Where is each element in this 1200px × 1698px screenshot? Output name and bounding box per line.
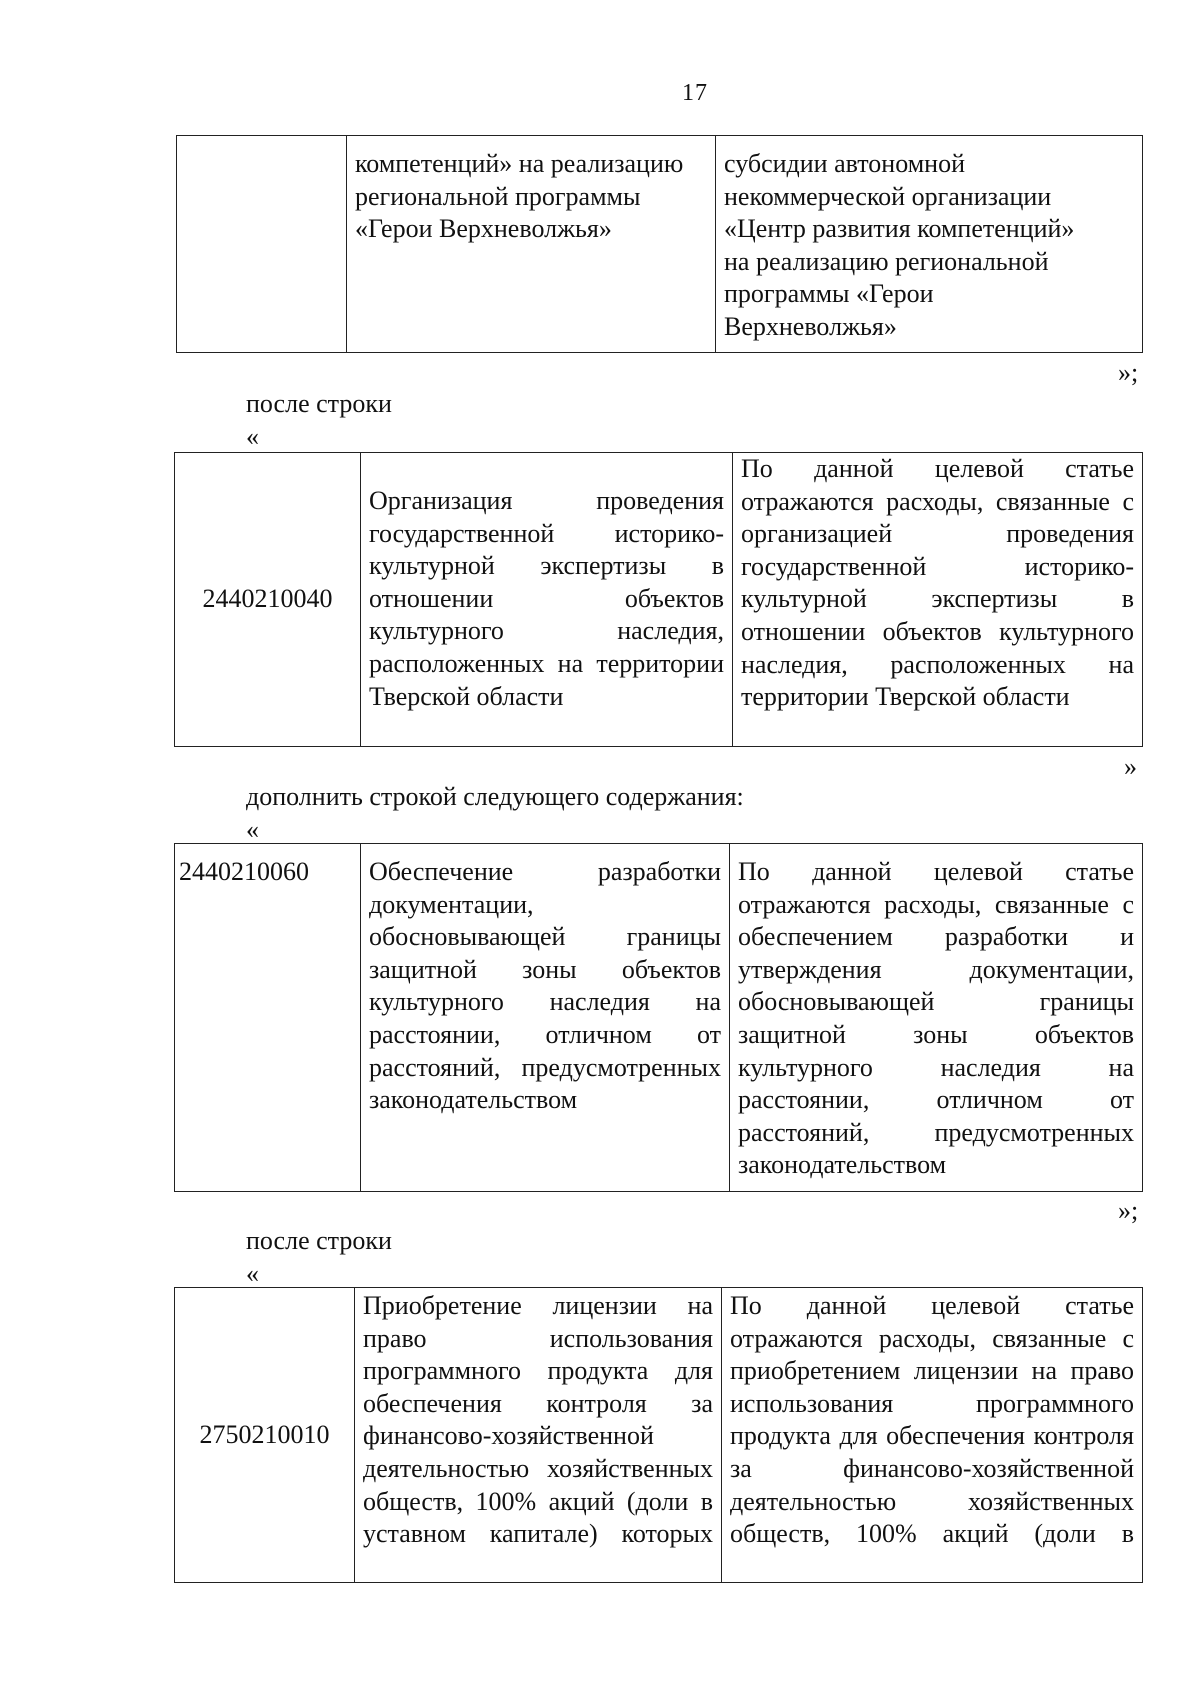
table-continuation bbox=[176, 135, 1143, 353]
table-row bbox=[175, 453, 1143, 747]
name-cell: Организация проведения государственной историко-культурной экспертизы в отношении объектов культурного наследия, расположенных на территории Тверской области bbox=[361, 453, 733, 747]
description-cell: По данной целевой статье отражаются расходы, связанные с приобретением лицензии на право использования программного продукта для обеспечения контроля за финансово-хозяйственной деятельностью хозяйственных обществ, 100% акций (доли в bbox=[722, 1288, 1143, 1583]
description-cell: По данной целевой статье отражаются расходы, связанные с обеспечением разработки и утверждения документации, обосновывающей границы защитной зоны объектов культурного наследия на расстоянии, отличном от расстояний, предусмотренных законодательством bbox=[730, 844, 1143, 1192]
page-number: 17 bbox=[682, 80, 708, 106]
code-cell: 2750210010 bbox=[175, 1288, 355, 1583]
closing-quote-1: »; bbox=[1118, 358, 1139, 387]
code-cell: 2440210060 bbox=[175, 844, 361, 1192]
opening-quote-1: « bbox=[246, 422, 259, 451]
code-cell: 2440210040 bbox=[175, 453, 361, 747]
code-cell bbox=[177, 136, 347, 353]
description-cell: субсидии автономной некоммерческой организации «Центр развития компетенций» на реализацию региональной программы «Герои Верхневолжья» bbox=[716, 136, 1143, 353]
description-cell: По данной целевой статье отражаются расходы, связанные с организацией проведения государственной историко-культурной экспертизы в отношении объектов культурного наследия, расположенных на территории Тверской области bbox=[733, 453, 1143, 747]
table-row-2750210010 bbox=[174, 1287, 1143, 1583]
table-row-2440210060 bbox=[174, 843, 1143, 1192]
table-row bbox=[175, 1288, 1143, 1583]
table-row bbox=[177, 136, 1143, 353]
opening-quote-2: « bbox=[246, 815, 259, 844]
paragraph-after-row-1: после строки bbox=[246, 389, 392, 418]
table-row bbox=[175, 844, 1143, 1192]
name-cell: Обеспечение разработки документации, обосновывающей границы защитной зоны объектов культурного наследия на расстоянии, отличном от расстояний, предусмотренных законодательством bbox=[361, 844, 730, 1192]
name-cell: компетенций» на реализацию региональной программы «Герои Верхневолжья» bbox=[347, 136, 716, 353]
paragraph-add-row: дополнить строкой следующего содержания: bbox=[246, 782, 744, 811]
closing-quote-3: »; bbox=[1118, 1196, 1139, 1225]
table-row-2440210040 bbox=[174, 452, 1143, 747]
paragraph-after-row-2: после строки bbox=[246, 1226, 392, 1255]
closing-quote-2: » bbox=[1124, 752, 1137, 781]
opening-quote-3: « bbox=[246, 1259, 259, 1288]
name-cell: Приобретение лицензии на право использования программного продукта для обеспечения контроля за финансово-хозяйственной деятельностью хозяйственных обществ, 100% акций (доли в уставном капитале) которых bbox=[355, 1288, 722, 1583]
